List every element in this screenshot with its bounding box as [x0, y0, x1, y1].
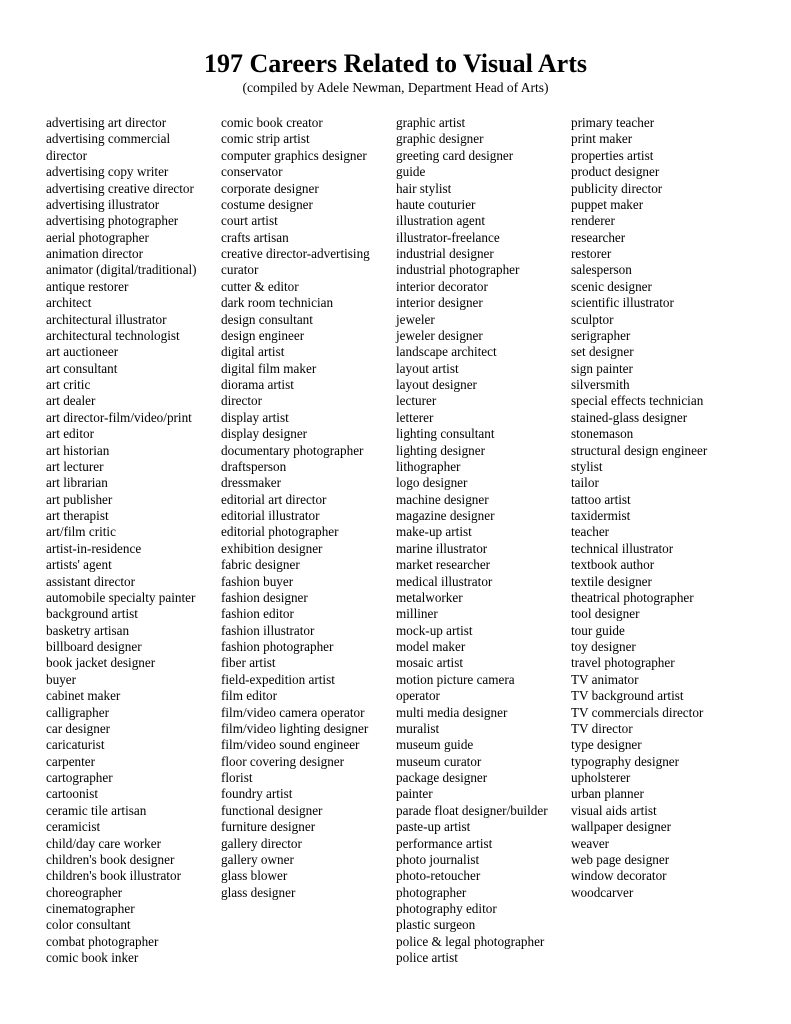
career-item: comic book inker — [46, 950, 139, 966]
career-item: digital artist — [221, 344, 285, 360]
career-item: web page designer — [571, 851, 670, 867]
career-item: upholsterer — [571, 770, 631, 785]
career-item: window decorator — [571, 868, 667, 884]
career-item: cinematographer — [46, 901, 135, 916]
career-item: set designer — [571, 344, 634, 360]
career-item: editorial photographer — [221, 524, 339, 540]
career-item: automobile specialty painter — [46, 589, 196, 605]
career-item: renderer — [571, 213, 615, 229]
career-item: architectural technologist — [46, 327, 180, 343]
career-item: salesperson — [571, 262, 632, 278]
page-title: 197 Careers Related to Visual Arts — [204, 49, 587, 78]
career-item: display artist — [221, 409, 289, 425]
career-item: textile designer — [571, 573, 652, 589]
career-item: toy designer — [571, 639, 636, 654]
career-item: buyer — [46, 671, 77, 687]
career-item: lithographer — [396, 458, 461, 474]
career-item: editorial art director — [221, 491, 327, 507]
career-item: woodcarver — [571, 884, 634, 900]
career-item: performance artist — [396, 835, 493, 851]
career-item: graphic artist — [396, 115, 466, 130]
career-item: gallery owner — [221, 851, 294, 867]
career-item: carpenter — [46, 753, 96, 769]
career-item: TV director — [571, 720, 633, 736]
career-item: advertising creative director — [46, 180, 194, 196]
career-item: art publisher — [46, 491, 113, 507]
career-item: dark room technician — [221, 295, 334, 311]
career-item: aerial photographer — [46, 229, 149, 245]
career-item: fashion illustrator — [221, 622, 315, 638]
career-item: researcher — [571, 229, 626, 245]
career-item: court artist — [221, 213, 278, 229]
career-item: art lecturer — [46, 458, 104, 474]
career-item: animator (digital/traditional) — [46, 262, 197, 278]
career-item: glass blower — [221, 868, 288, 884]
career-item: art critic — [46, 377, 91, 392]
career-item: film/video sound engineer — [221, 737, 360, 753]
career-column-2 — [221, 115, 370, 901]
career-item: ceramic tile artisan — [46, 802, 147, 818]
career-item: fiber artist — [221, 655, 276, 671]
career-item: restorer — [571, 246, 612, 261]
career-item: children's book designer — [46, 851, 175, 867]
career-item: police & legal photographer — [396, 933, 545, 949]
career-item: design consultant — [221, 311, 313, 327]
career-item: diorama artist — [221, 377, 294, 392]
career-item: logo designer — [396, 475, 468, 491]
career-item: TV commercials director — [571, 704, 704, 720]
career-item: greeting card designer — [396, 147, 514, 163]
career-item: TV animator — [571, 671, 639, 687]
career-item: museum curator — [396, 753, 482, 769]
career-item: art librarian — [46, 475, 108, 491]
career-item: parade float designer/builder — [396, 802, 548, 818]
career-item: cartoonist — [46, 786, 99, 802]
career-item: corporate designer — [221, 180, 319, 196]
career-item: stained-glass designer — [571, 409, 688, 425]
career-item: fabric designer — [221, 557, 300, 573]
career-item: draftsperson — [221, 458, 287, 474]
career-item: wallpaper designer — [571, 819, 671, 835]
career-item: painter — [396, 786, 433, 802]
career-item: lighting consultant — [396, 426, 495, 442]
career-item: glass designer — [221, 884, 296, 900]
career-item: puppet maker — [571, 196, 644, 212]
career-item: interior decorator — [396, 278, 488, 294]
career-item: photo journalist — [396, 851, 480, 867]
career-item: film/video lighting designer — [221, 720, 369, 736]
career-item: technical illustrator — [571, 540, 674, 556]
career-item: structural design engineer — [571, 442, 708, 458]
career-item: taxidermist — [571, 508, 631, 523]
career-item: police artist — [396, 950, 458, 966]
career-item: magazine designer — [396, 508, 495, 523]
career-item: photographer — [396, 884, 467, 900]
career-item: functional designer — [221, 802, 323, 818]
career-item: layout artist — [396, 360, 459, 376]
career-item: photo-retoucher — [396, 868, 481, 884]
career-item: landscape architect — [396, 344, 497, 360]
career-item: muralist — [396, 720, 440, 736]
career-item: advertising art director — [46, 115, 167, 130]
career-item: TV background artist — [571, 688, 684, 704]
career-item: jeweler — [396, 311, 435, 327]
career-item: assistant director — [46, 573, 135, 589]
career-item: director — [221, 393, 263, 409]
career-item: serigrapher — [571, 327, 631, 343]
career-item: tailor — [571, 475, 599, 491]
career-item: art therapist — [46, 508, 109, 523]
career-item: book jacket designer — [46, 655, 156, 671]
career-column-4 — [571, 115, 707, 901]
career-item: crafts artisan — [221, 229, 289, 245]
career-item: background artist — [46, 606, 138, 622]
career-item: industrial photographer — [396, 262, 520, 278]
career-item: product designer — [571, 164, 660, 180]
career-item: interior designer — [396, 295, 483, 311]
career-item: tool designer — [571, 606, 640, 622]
career-item: model maker — [396, 639, 466, 654]
career-item: museum guide — [396, 737, 474, 753]
career-item: mosaic artist — [396, 655, 464, 671]
career-item: car designer — [46, 720, 111, 736]
career-item: choreographer — [46, 884, 123, 900]
career-item: print maker — [571, 131, 633, 147]
career-item: advertising illustrator — [46, 196, 160, 212]
career-item: comic strip artist — [221, 131, 310, 147]
career-item: plastic surgeon — [396, 917, 476, 933]
career-item: teacher — [571, 524, 610, 540]
career-item: fashion editor — [221, 606, 294, 622]
career-item: mock-up artist — [396, 622, 473, 638]
career-item: advertising commercial — [46, 131, 171, 147]
career-item: computer graphics designer — [221, 147, 367, 163]
career-item: documentary photographer — [221, 442, 364, 458]
career-item: art historian — [46, 442, 110, 458]
career-item: theatrical photographer — [571, 589, 694, 605]
career-item: travel photographer — [571, 655, 675, 671]
career-item: art consultant — [46, 360, 118, 376]
career-item: gallery director — [221, 835, 302, 851]
career-item: jeweler designer — [396, 327, 483, 343]
career-item: curator — [221, 262, 259, 278]
career-item: creative director-advertising — [221, 246, 370, 261]
career-item: medical illustrator — [396, 573, 493, 589]
career-item: film/video camera operator — [221, 704, 365, 720]
career-item: art editor — [46, 426, 94, 442]
career-item: exhibition designer — [221, 540, 323, 556]
career-item: textbook author — [571, 557, 655, 573]
career-item: marine illustrator — [396, 540, 488, 556]
career-item: calligrapher — [46, 704, 109, 720]
career-item: type designer — [571, 737, 642, 753]
career-item: basketry artisan — [46, 622, 130, 638]
career-item: scientific illustrator — [571, 295, 674, 311]
career-item: fashion designer — [221, 589, 308, 605]
career-item: machine designer — [396, 491, 489, 507]
career-item: illustration agent — [396, 213, 485, 229]
career-item: art/film critic — [46, 524, 116, 540]
career-item: lighting designer — [396, 442, 486, 458]
career-item: fashion photographer — [221, 639, 334, 654]
career-item: metalworker — [396, 589, 463, 605]
career-item: visual aids artist — [571, 802, 657, 818]
career-item: furniture designer — [221, 819, 316, 835]
career-item: special effects technician — [571, 393, 704, 409]
career-item: urban planner — [571, 786, 644, 802]
career-item: design engineer — [221, 327, 305, 343]
career-column-3 — [396, 115, 548, 967]
career-item: typography designer — [571, 753, 680, 769]
career-item: advertising photographer — [46, 213, 179, 229]
career-item: operator — [396, 688, 440, 704]
page-subtitle: (compiled by Adele Newman, Department Head of Arts) — [242, 80, 549, 95]
career-item: billboard designer — [46, 639, 142, 654]
career-item: haute couturier — [396, 196, 476, 212]
career-item: graphic designer — [396, 131, 484, 147]
career-item: child/day care worker — [46, 835, 161, 851]
career-item: fashion buyer — [221, 573, 294, 589]
career-item: animation director — [46, 246, 144, 261]
career-item: architectural illustrator — [46, 311, 167, 327]
career-item: editorial illustrator — [221, 508, 320, 523]
career-item: dressmaker — [221, 475, 282, 491]
career-item: cartographer — [46, 770, 113, 785]
career-item: artist-in-residence — [46, 540, 142, 556]
career-item: children's book illustrator — [46, 868, 181, 884]
career-item: paste-up artist — [396, 819, 471, 835]
career-item: guide — [396, 164, 426, 180]
career-item: sign painter — [571, 360, 633, 376]
career-item: silversmith — [571, 377, 630, 392]
career-item: sculptor — [571, 311, 614, 327]
career-item: display designer — [221, 426, 308, 442]
career-item: stonemason — [571, 426, 634, 442]
career-item: director — [46, 147, 88, 163]
career-item: hair stylist — [396, 180, 452, 196]
career-item: field-expedition artist — [221, 671, 335, 687]
career-item: art auctioneer — [46, 344, 119, 360]
career-item: combat photographer — [46, 933, 159, 949]
career-item: properties artist — [571, 147, 654, 163]
career-item: make-up artist — [396, 524, 472, 540]
career-item: advertising copy writer — [46, 164, 169, 180]
career-item: film editor — [221, 688, 278, 704]
career-item: scenic designer — [571, 278, 652, 294]
career-item: multi media designer — [396, 704, 508, 720]
career-item: motion picture camera — [396, 671, 515, 687]
career-item: milliner — [396, 606, 438, 622]
career-item: market researcher — [396, 557, 491, 573]
career-item: digital film maker — [221, 360, 317, 376]
career-item: art dealer — [46, 393, 96, 409]
career-item: tour guide — [571, 622, 625, 638]
career-item: lecturer — [396, 393, 437, 409]
career-item: art director-film/video/print — [46, 409, 192, 425]
career-item: ceramicist — [46, 819, 101, 835]
career-item: letterer — [396, 409, 434, 425]
career-item: florist — [221, 770, 253, 785]
career-item: cabinet maker — [46, 688, 121, 704]
career-column-1 — [46, 115, 197, 967]
career-item: antique restorer — [46, 278, 129, 294]
career-item: costume designer — [221, 196, 313, 212]
career-item: photography editor — [396, 901, 497, 916]
career-item: industrial designer — [396, 246, 494, 261]
career-item: weaver — [571, 835, 610, 851]
career-item: layout designer — [396, 377, 477, 392]
career-item: publicity director — [571, 180, 663, 196]
career-item: primary teacher — [571, 115, 655, 130]
career-item: architect — [46, 295, 92, 311]
career-item: color consultant — [46, 917, 131, 933]
career-item: tattoo artist — [571, 491, 631, 507]
career-item: cutter & editor — [221, 278, 299, 294]
career-item: conservator — [221, 164, 283, 180]
career-item: artists' agent — [46, 557, 112, 573]
career-item: floor covering designer — [221, 753, 345, 769]
career-item: stylist — [571, 458, 603, 474]
career-item: illustrator-freelance — [396, 229, 500, 245]
career-item: package designer — [396, 770, 488, 785]
career-item: comic book creator — [221, 115, 323, 130]
career-item: caricaturist — [46, 737, 105, 753]
career-item: foundry artist — [221, 786, 293, 802]
